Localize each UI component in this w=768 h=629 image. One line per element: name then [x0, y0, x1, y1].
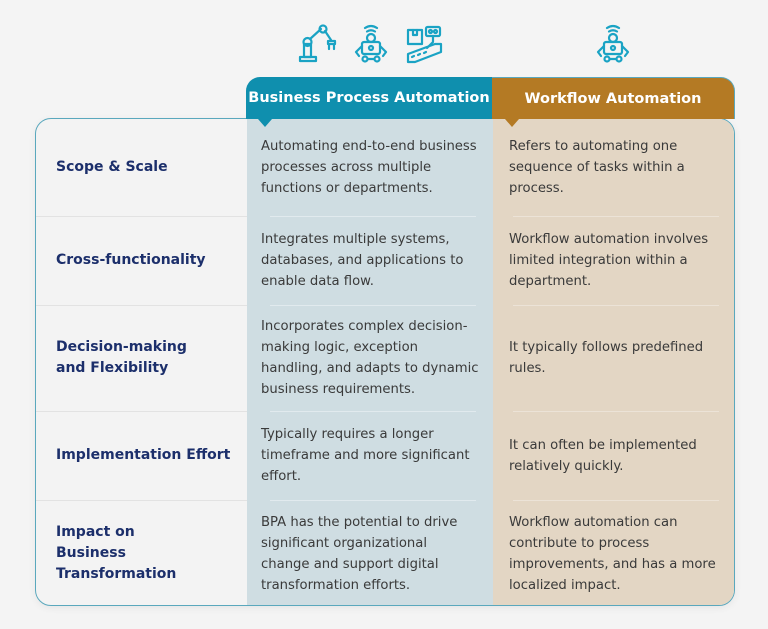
bpa-icons	[297, 24, 445, 64]
robot-wifi-icon	[593, 24, 633, 64]
row-divider	[513, 305, 719, 306]
header-bpa	[246, 77, 492, 119]
table-row-implementation	[36, 411, 734, 500]
bpa-cell: BPA has the potential to drive significant organizational change and support digital transformation efforts.	[247, 500, 493, 606]
header-wa-label: Workflow Automation	[524, 90, 702, 107]
row-label: Impact on Business Transformation	[56, 524, 177, 582]
table-row-cross-functionality	[36, 216, 734, 305]
row-divider	[270, 305, 476, 306]
row-divider	[513, 216, 719, 217]
table-row-decision-making	[36, 305, 734, 411]
bpa-cell: Automating end-to-end business processes across multiple functions or departments.	[247, 119, 493, 216]
column-headers	[246, 77, 735, 119]
row-label: Cross-functionality	[56, 252, 206, 268]
wa-cell: Workflow automation can contribute to process improvements, and has a more localized impact.	[493, 500, 734, 606]
header-wa	[492, 77, 735, 119]
header-pointer	[505, 119, 519, 127]
row-divider	[270, 411, 476, 412]
table-row-impact	[36, 500, 734, 606]
robot-wifi-icon	[351, 24, 391, 64]
bpa-cell: Typically requires a longer timeframe and more significant effort.	[247, 411, 493, 500]
row-divider	[513, 411, 719, 412]
header-pointer	[258, 119, 272, 127]
header-bpa-label: Business Process Automation	[248, 90, 490, 106]
row-divider	[36, 500, 247, 501]
table-row-scope	[36, 119, 734, 216]
row-divider	[270, 500, 476, 501]
wa-cell: Workflow automation involves limited integration within a department.	[493, 216, 734, 305]
row-label: Decision-making and Flexibility	[56, 339, 187, 376]
wa-cell: Refers to automating one sequence of tasks within a process.	[493, 119, 734, 216]
row-divider	[36, 305, 247, 306]
row-divider	[513, 500, 719, 501]
row-divider	[270, 216, 476, 217]
bpa-cell: Incorporates complex decision-making logic, exception handling, and adapts to dynamic business requirements.	[247, 305, 493, 411]
conveyor-robot-icon	[405, 24, 445, 64]
wa-cell: It typically follows predefined rules.	[493, 305, 734, 411]
wa-icons	[593, 24, 633, 64]
robotic-arm-icon	[297, 24, 337, 64]
bpa-cell: Integrates multiple systems, databases, and applications to enable data flow.	[247, 216, 493, 305]
row-label: Scope & Scale	[56, 159, 168, 175]
row-divider	[36, 216, 247, 217]
row-divider	[36, 411, 247, 412]
wa-cell: It can often be implemented relatively quickly.	[493, 411, 734, 500]
comparison-table	[35, 118, 735, 606]
row-label: Implementation Effort	[56, 447, 231, 463]
